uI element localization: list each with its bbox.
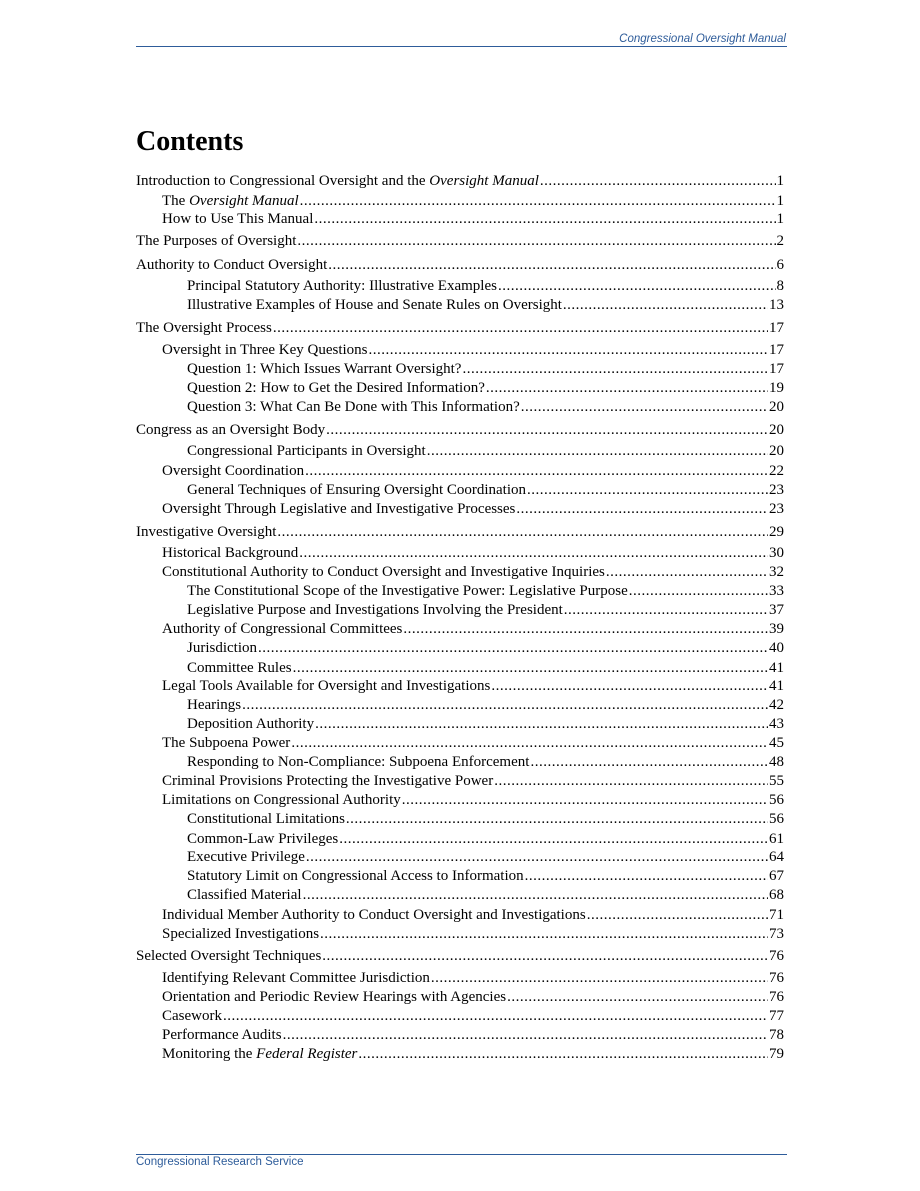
toc-page-number: 20	[769, 422, 784, 438]
toc-entry[interactable]	[136, 1026, 784, 1044]
toc-entry[interactable]	[136, 192, 784, 210]
header-rule	[136, 46, 787, 47]
toc-entry[interactable]	[136, 360, 784, 378]
toc-page-number: 6	[776, 257, 784, 273]
toc-entry-title	[187, 296, 562, 314]
toc-page-number: 43	[769, 716, 784, 732]
toc-page-number: 78	[769, 1027, 784, 1043]
toc-entry[interactable]	[136, 639, 784, 657]
dot-leader	[431, 969, 768, 987]
toc-entry-title	[136, 172, 539, 190]
dot-leader	[498, 277, 776, 295]
toc-entry-text: Illustrative Examples of House and Senate Rules on Oversight	[187, 297, 562, 313]
toc-entry-text: Constitutional Limitations	[187, 811, 345, 827]
dot-leader	[326, 421, 768, 439]
toc-page-number: 20	[769, 443, 784, 459]
toc-entry-text: Oversight in Three Key Questions	[162, 342, 368, 358]
dot-leader	[314, 210, 775, 228]
footer-rule	[136, 1154, 787, 1155]
dot-leader	[223, 1007, 768, 1025]
toc-page-number: 41	[769, 660, 784, 676]
toc-entry-title	[187, 715, 314, 733]
toc-entry-title	[162, 210, 313, 228]
toc-entry[interactable]	[136, 659, 784, 677]
dot-leader	[587, 906, 768, 924]
toc-entry[interactable]	[136, 210, 784, 228]
toc-entry[interactable]	[136, 398, 784, 416]
toc-entry-text: Oversight Coordination	[162, 463, 305, 479]
toc-entry-text: The Purposes of Oversight	[136, 233, 297, 249]
toc-entry-text: Specialized Investigations	[162, 926, 320, 942]
toc-entry-title	[162, 677, 490, 695]
toc-page-number: 23	[769, 501, 784, 517]
toc-entry-text: Performance Audits	[162, 1027, 282, 1043]
toc-entry[interactable]	[136, 296, 784, 314]
toc-page-number: 33	[769, 583, 784, 599]
dot-leader	[606, 563, 768, 581]
toc-entry-text: How to Use This Manual	[162, 211, 314, 227]
toc-entry[interactable]	[136, 523, 784, 541]
toc-page-number: 17	[769, 342, 784, 358]
toc-entry-title	[162, 772, 493, 790]
toc-entry[interactable]	[136, 601, 784, 619]
dot-leader	[462, 360, 768, 378]
toc-entry[interactable]	[136, 677, 784, 695]
toc-entry[interactable]	[136, 500, 784, 518]
toc-entry-title	[136, 232, 296, 250]
toc-entry-italic-text: Oversight Manual	[189, 193, 299, 209]
toc-page-number: 45	[769, 735, 784, 751]
toc-entry[interactable]	[136, 988, 784, 1006]
toc-page-number: 71	[769, 907, 784, 923]
toc-entry-title	[162, 192, 299, 210]
toc-entry[interactable]	[136, 734, 784, 752]
dot-leader	[339, 830, 768, 848]
toc-entry[interactable]	[136, 256, 784, 274]
toc-entry-text: Classified Material	[187, 887, 302, 903]
dot-leader	[306, 848, 768, 866]
toc-page-number: 76	[769, 970, 784, 986]
dot-leader	[283, 1026, 768, 1044]
toc-entry[interactable]	[136, 319, 784, 337]
toc-page-number: 64	[769, 849, 784, 865]
toc-entry[interactable]	[136, 462, 784, 480]
toc-entry[interactable]	[136, 791, 784, 809]
toc-entry-title	[162, 341, 368, 359]
toc-entry-text: The Oversight Process	[136, 320, 272, 336]
toc-entry-title	[187, 753, 529, 771]
toc-page-number: 55	[769, 773, 784, 789]
dot-leader	[563, 296, 768, 314]
dot-leader	[527, 481, 768, 499]
toc-entry-title	[187, 360, 461, 378]
toc-entry-text: The	[162, 193, 190, 209]
dot-leader	[300, 192, 776, 210]
toc-entry-title	[187, 481, 526, 499]
dot-leader	[291, 734, 768, 752]
toc-page-number: 32	[769, 564, 784, 580]
toc-entry-italic-text: Federal Register	[256, 1046, 358, 1062]
toc-entry[interactable]	[136, 421, 784, 439]
toc-entry-title	[187, 398, 520, 416]
toc-entry[interactable]	[136, 810, 784, 828]
toc-entry-title	[162, 563, 605, 581]
dot-leader	[346, 810, 768, 828]
toc-entry-text: Identifying Relevant Committee Jurisdiction	[162, 970, 430, 986]
toc-entry-text: Historical Background	[162, 545, 299, 561]
toc-entry[interactable]	[136, 442, 784, 460]
toc-page-number: 13	[769, 297, 784, 313]
toc-entry-title	[187, 277, 497, 295]
toc-entry[interactable]	[136, 563, 784, 581]
toc-entry-title	[162, 1045, 357, 1063]
toc-page-number: 56	[769, 792, 784, 808]
toc-page-number: 79	[769, 1046, 784, 1062]
running-header: Congressional Oversight Manual	[619, 33, 786, 45]
toc-entry-title	[187, 830, 338, 848]
toc-entry-title	[187, 659, 292, 677]
toc-page-number: 56	[769, 811, 784, 827]
toc-entry-title	[162, 500, 515, 518]
toc-entry-title	[162, 544, 298, 562]
toc-entry[interactable]	[136, 947, 784, 965]
dot-leader	[427, 442, 768, 460]
dot-leader	[299, 544, 768, 562]
dot-leader	[358, 1045, 768, 1063]
toc-entry-text: Legislative Purpose and Investigations Involving the President	[187, 602, 563, 618]
dot-leader	[507, 988, 768, 1006]
toc-page-number: 20	[769, 399, 784, 415]
toc-entry-title	[162, 1007, 222, 1025]
toc-entry[interactable]	[136, 544, 784, 562]
toc-page-number: 41	[769, 678, 784, 694]
dot-leader	[320, 925, 768, 943]
toc-entry-text: Question 2: How to Get the Desired Information?	[187, 380, 485, 396]
toc-page-number: 2	[776, 233, 784, 249]
toc-entry[interactable]	[136, 753, 784, 771]
toc-entry-text: Hearings	[187, 697, 242, 713]
toc-entry-text: Investigative Oversight	[136, 524, 277, 540]
dot-leader	[494, 772, 768, 790]
toc-entry-title	[162, 791, 401, 809]
toc-entry[interactable]	[136, 848, 784, 866]
toc-entry[interactable]	[136, 772, 784, 790]
toc-entry-title	[187, 442, 426, 460]
dot-leader	[328, 256, 775, 274]
toc-entry-text: Deposition Authority	[187, 716, 315, 732]
toc-entry-text: Introduction to Congressional Oversight and the	[136, 173, 430, 189]
dot-leader	[491, 677, 768, 695]
toc-entry-text: Congress as an Oversight Body	[136, 422, 326, 438]
toc-entry[interactable]	[136, 277, 784, 295]
toc-entry-title	[187, 582, 628, 600]
toc-page-number: 22	[769, 463, 784, 479]
running-footer: Congressional Research Service	[136, 1156, 304, 1168]
toc-page-number: 42	[769, 697, 784, 713]
toc-entry-title	[187, 810, 345, 828]
toc-entry-text: Statutory Limit on Congressional Access to Information	[187, 868, 524, 884]
toc-entry-text: Question 1: Which Issues Warrant Oversight?	[187, 361, 462, 377]
toc-entry-text: Common-Law Privileges	[187, 831, 339, 847]
toc-entry-text: Committee Rules	[187, 660, 292, 676]
toc-entry[interactable]	[136, 925, 784, 943]
toc-entry-title	[136, 523, 276, 541]
dot-leader	[315, 715, 768, 733]
toc-page-number: 68	[769, 887, 784, 903]
toc-entry-text: Oversight Through Legislative and Investigative Processes	[162, 501, 516, 517]
toc-page-number: 1	[776, 193, 784, 209]
toc-entry[interactable]	[136, 715, 784, 733]
toc-entry-text: Question 3: What Can Be Done with This Information?	[187, 399, 520, 415]
toc-entry[interactable]	[136, 481, 784, 499]
toc-entry[interactable]	[136, 1045, 784, 1063]
toc-entry[interactable]	[136, 867, 784, 885]
toc-entry-title	[136, 421, 325, 439]
toc-entry[interactable]	[136, 172, 784, 190]
dot-leader	[293, 659, 768, 677]
toc-entry-text: Jurisdiction	[187, 640, 257, 656]
toc-entry[interactable]	[136, 379, 784, 397]
dot-leader	[402, 791, 768, 809]
toc-entry-title	[162, 462, 304, 480]
toc-page-number: 77	[769, 1008, 784, 1024]
dot-leader	[516, 500, 768, 518]
toc-page-number: 67	[769, 868, 784, 884]
toc-entry-text: Principal Statutory Authority: Illustrative Examples	[187, 278, 497, 294]
toc-page-number: 1	[776, 173, 784, 189]
dot-leader	[540, 172, 776, 190]
toc-page-number: 40	[769, 640, 784, 656]
dot-leader	[277, 523, 768, 541]
toc-entry-title	[187, 639, 257, 657]
toc-entry-text: Selected Oversight Techniques	[136, 948, 322, 964]
toc-entry-title	[187, 886, 302, 904]
toc-page-number: 17	[769, 361, 784, 377]
dot-leader	[525, 867, 768, 885]
toc-entry-text: Responding to Non-Compliance: Subpoena Enforcement	[187, 754, 530, 770]
toc-page-number: 19	[769, 380, 784, 396]
toc-entry-title	[136, 319, 272, 337]
toc-entry-text: Constitutional Authority to Conduct Oversight and Investigative Inquiries	[162, 564, 605, 580]
toc-entry-title	[187, 379, 485, 397]
toc-entry-title	[187, 696, 241, 714]
toc-entry-title	[136, 947, 321, 965]
toc-page-number: 1	[776, 211, 784, 227]
toc-page-number: 23	[769, 482, 784, 498]
toc-entry-text: Authority of Congressional Committees	[162, 621, 403, 637]
toc-entry-text: Legal Tools Available for Oversight and Investigations	[162, 678, 491, 694]
toc-entry-title	[187, 601, 563, 619]
toc-entry-title	[162, 925, 319, 943]
toc-entry-text: The Constitutional Scope of the Investigative Power: Legislative Purpose	[187, 583, 628, 599]
toc-entry[interactable]	[136, 969, 784, 987]
toc-page-number: 76	[769, 989, 784, 1005]
dot-leader	[305, 462, 768, 480]
toc-page-number: 61	[769, 831, 784, 847]
toc-entry-text: Authority to Conduct Oversight	[136, 257, 328, 273]
dot-leader	[322, 947, 768, 965]
dot-leader	[564, 601, 768, 619]
toc-page-number: 37	[769, 602, 784, 618]
toc-entry-title	[187, 867, 524, 885]
toc-page-number: 73	[769, 926, 784, 942]
toc-entry[interactable]	[136, 620, 784, 638]
toc-entry-title	[136, 256, 327, 274]
toc-entry-text: General Techniques of Ensuring Oversight Coordination	[187, 482, 527, 498]
toc-entry[interactable]	[136, 341, 784, 359]
dot-leader	[242, 696, 768, 714]
toc-entry-title	[162, 734, 290, 752]
toc-entry-title	[162, 988, 506, 1006]
toc-entry[interactable]	[136, 886, 784, 904]
toc-entry-title	[162, 620, 402, 638]
toc-entry-title	[162, 906, 586, 924]
toc-entry-text: Congressional Participants in Oversight	[187, 443, 426, 459]
toc-entry-text: Orientation and Periodic Review Hearings with Agencies	[162, 989, 507, 1005]
dot-leader	[297, 232, 775, 250]
toc-entry-text: Monitoring the	[162, 1046, 257, 1062]
toc-page-number: 17	[769, 320, 784, 336]
toc-entry-title	[187, 848, 305, 866]
toc-entry[interactable]	[136, 1007, 784, 1025]
toc-page-number: 48	[769, 754, 784, 770]
toc-entry[interactable]	[136, 906, 784, 924]
toc-entry[interactable]	[136, 830, 784, 848]
toc-page-number: 8	[776, 278, 784, 294]
toc-entry-title	[162, 969, 430, 987]
page-title: Contents	[136, 126, 244, 157]
toc-entry-text: The Subpoena Power	[162, 735, 291, 751]
dot-leader	[629, 582, 768, 600]
toc-entry-text: Executive Privilege	[187, 849, 305, 865]
toc-page-number: 29	[769, 524, 784, 540]
toc-entry-text: Casework	[162, 1008, 222, 1024]
toc-page-number: 30	[769, 545, 784, 561]
dot-leader	[303, 886, 768, 904]
toc-page-number: 76	[769, 948, 784, 964]
dot-leader	[369, 341, 768, 359]
toc-entry-text: Criminal Provisions Protecting the Investigative Power	[162, 773, 494, 789]
dot-leader	[258, 639, 768, 657]
dot-leader	[273, 319, 768, 337]
dot-leader	[486, 379, 768, 397]
dot-leader	[530, 753, 768, 771]
dot-leader	[521, 398, 768, 416]
dot-leader	[403, 620, 768, 638]
toc-entry[interactable]	[136, 696, 784, 714]
toc-entry[interactable]	[136, 582, 784, 600]
toc-entry-italic-text: Oversight Manual	[429, 173, 539, 189]
toc-entry-text: Individual Member Authority to Conduct Oversight and Investigations	[162, 907, 586, 923]
toc-page-number: 39	[769, 621, 784, 637]
toc-entry[interactable]	[136, 232, 784, 250]
toc-entry-title	[162, 1026, 282, 1044]
toc-entry-text: Limitations on Congressional Authority	[162, 792, 401, 808]
